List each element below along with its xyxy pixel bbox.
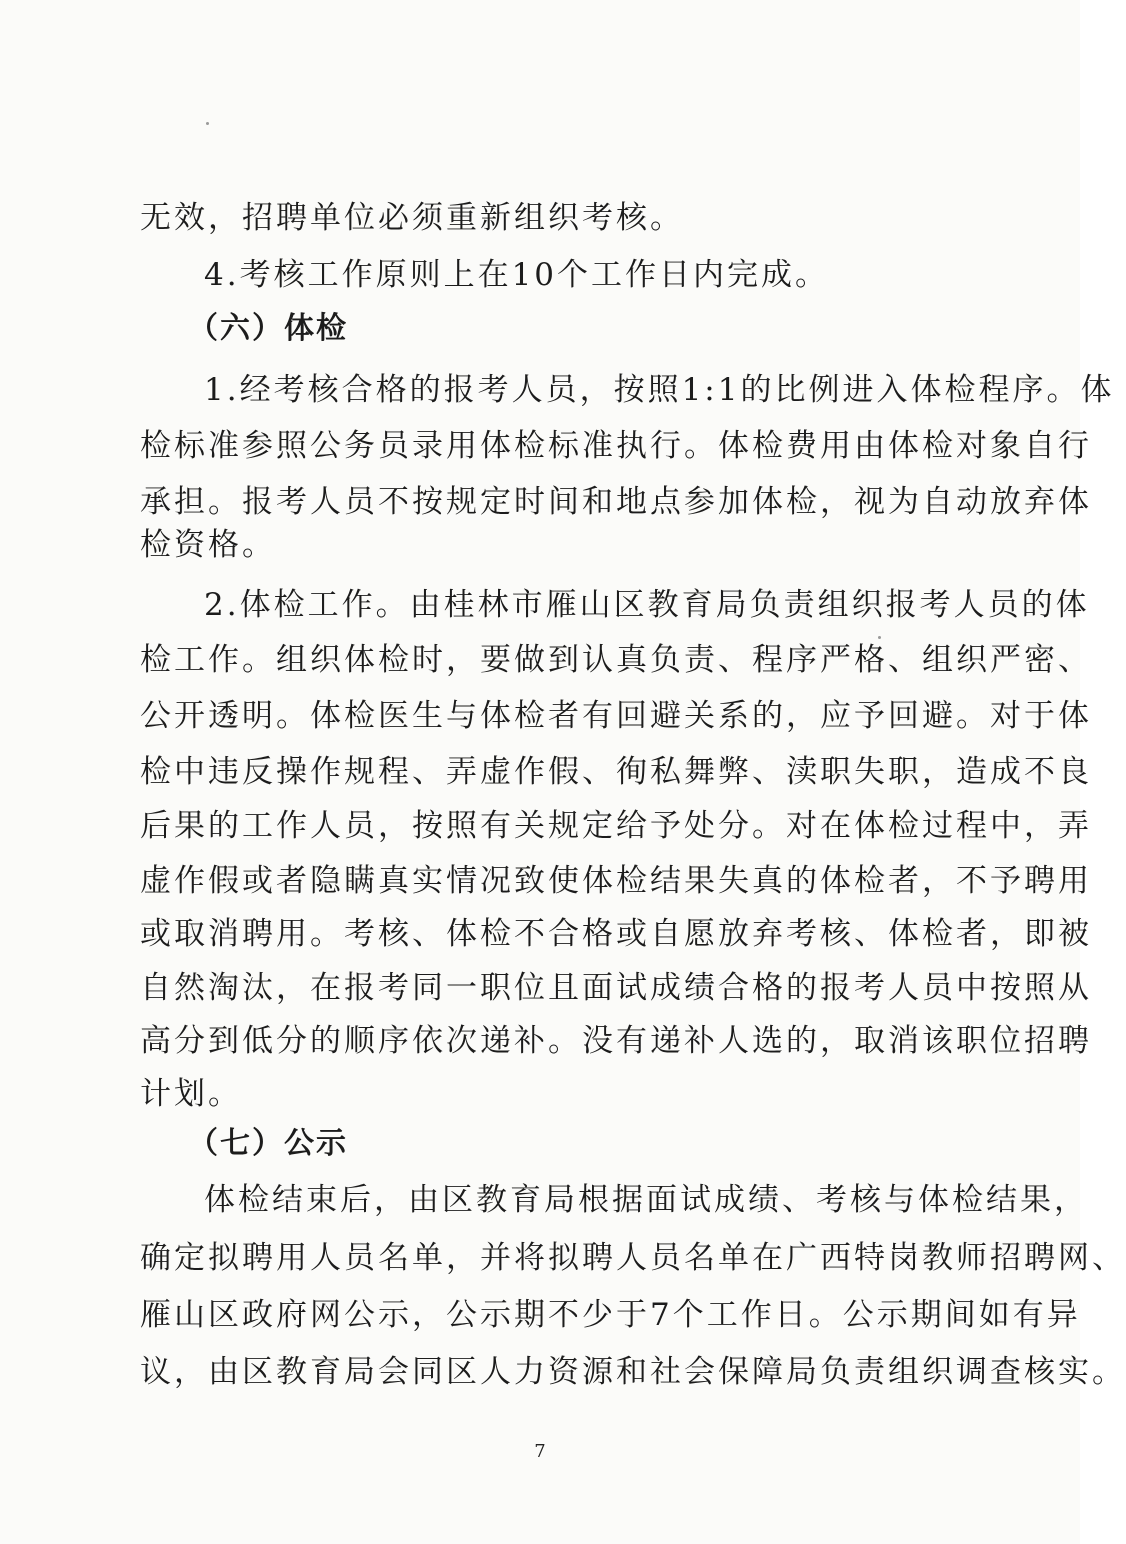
text-line: 或取消聘用。考核、体检不合格或自愿放弃考核、体检者，即被	[140, 916, 1092, 952]
scan-speck	[206, 122, 209, 125]
text-line: 承担。报考人员不按规定时间和地点参加体检，视为自动放弃体	[140, 484, 1092, 520]
text-line: 检标准参照公务员录用体检标准执行。体检费用由体检对象自行	[140, 428, 1092, 464]
text-line: 公开透明。体检医生与体检者有回避关系的，应予回避。对于体	[140, 698, 1092, 734]
text-line: 自然淘汰，在报考同一职位且面试成绩合格的报考人员中按照从	[140, 970, 1092, 1006]
text-line: 检工作。组织体检时，要做到认真负责、程序严格、组织严密、	[140, 642, 1092, 678]
text-line: 2.体检工作。由桂林市雁山区教育局负责组织报考人员的体	[204, 587, 1090, 623]
text-line: 后果的工作人员，按照有关规定给予处分。对在体检过程中，弄	[140, 808, 1092, 844]
section-heading: （六）体检	[188, 311, 348, 346]
text-line: 高分到低分的顺序依次递补。没有递补人选的，取消该职位招聘	[140, 1023, 1092, 1059]
text-line: 确定拟聘用人员名单，并将拟聘人员名单在广西特岗教师招聘网、	[140, 1240, 1126, 1276]
text-line: 检中违反操作规程、弄虚作假、徇私舞弊、渎职失职，造成不良	[140, 754, 1092, 790]
text-line: 体检结束后，由区教育局根据面试成绩、考核与体检结果，	[204, 1182, 1088, 1218]
text-line: 议，由区教育局会同区人力资源和社会保障局负责组织调查核实。	[140, 1354, 1126, 1390]
text-line: 1.经考核合格的报考人员，按照1:1的比例进入体检程序。体	[204, 372, 1115, 408]
text-line: 无效，招聘单位必须重新组织考核。	[140, 200, 684, 236]
section-heading: （七）公示	[188, 1126, 348, 1161]
text-line: 虚作假或者隐瞒真实情况致使体检结果失真的体检者，不予聘用	[140, 863, 1092, 899]
text-line: 检资格。	[140, 527, 276, 563]
text-line: 雁山区政府网公示，公示期不少于7个工作日。公示期间如有异	[140, 1297, 1081, 1333]
text-line: 计划。	[140, 1076, 242, 1112]
text-line: 4.考核工作原则上在10个工作日内完成。	[204, 257, 830, 293]
page-number: 7	[534, 1441, 546, 1462]
